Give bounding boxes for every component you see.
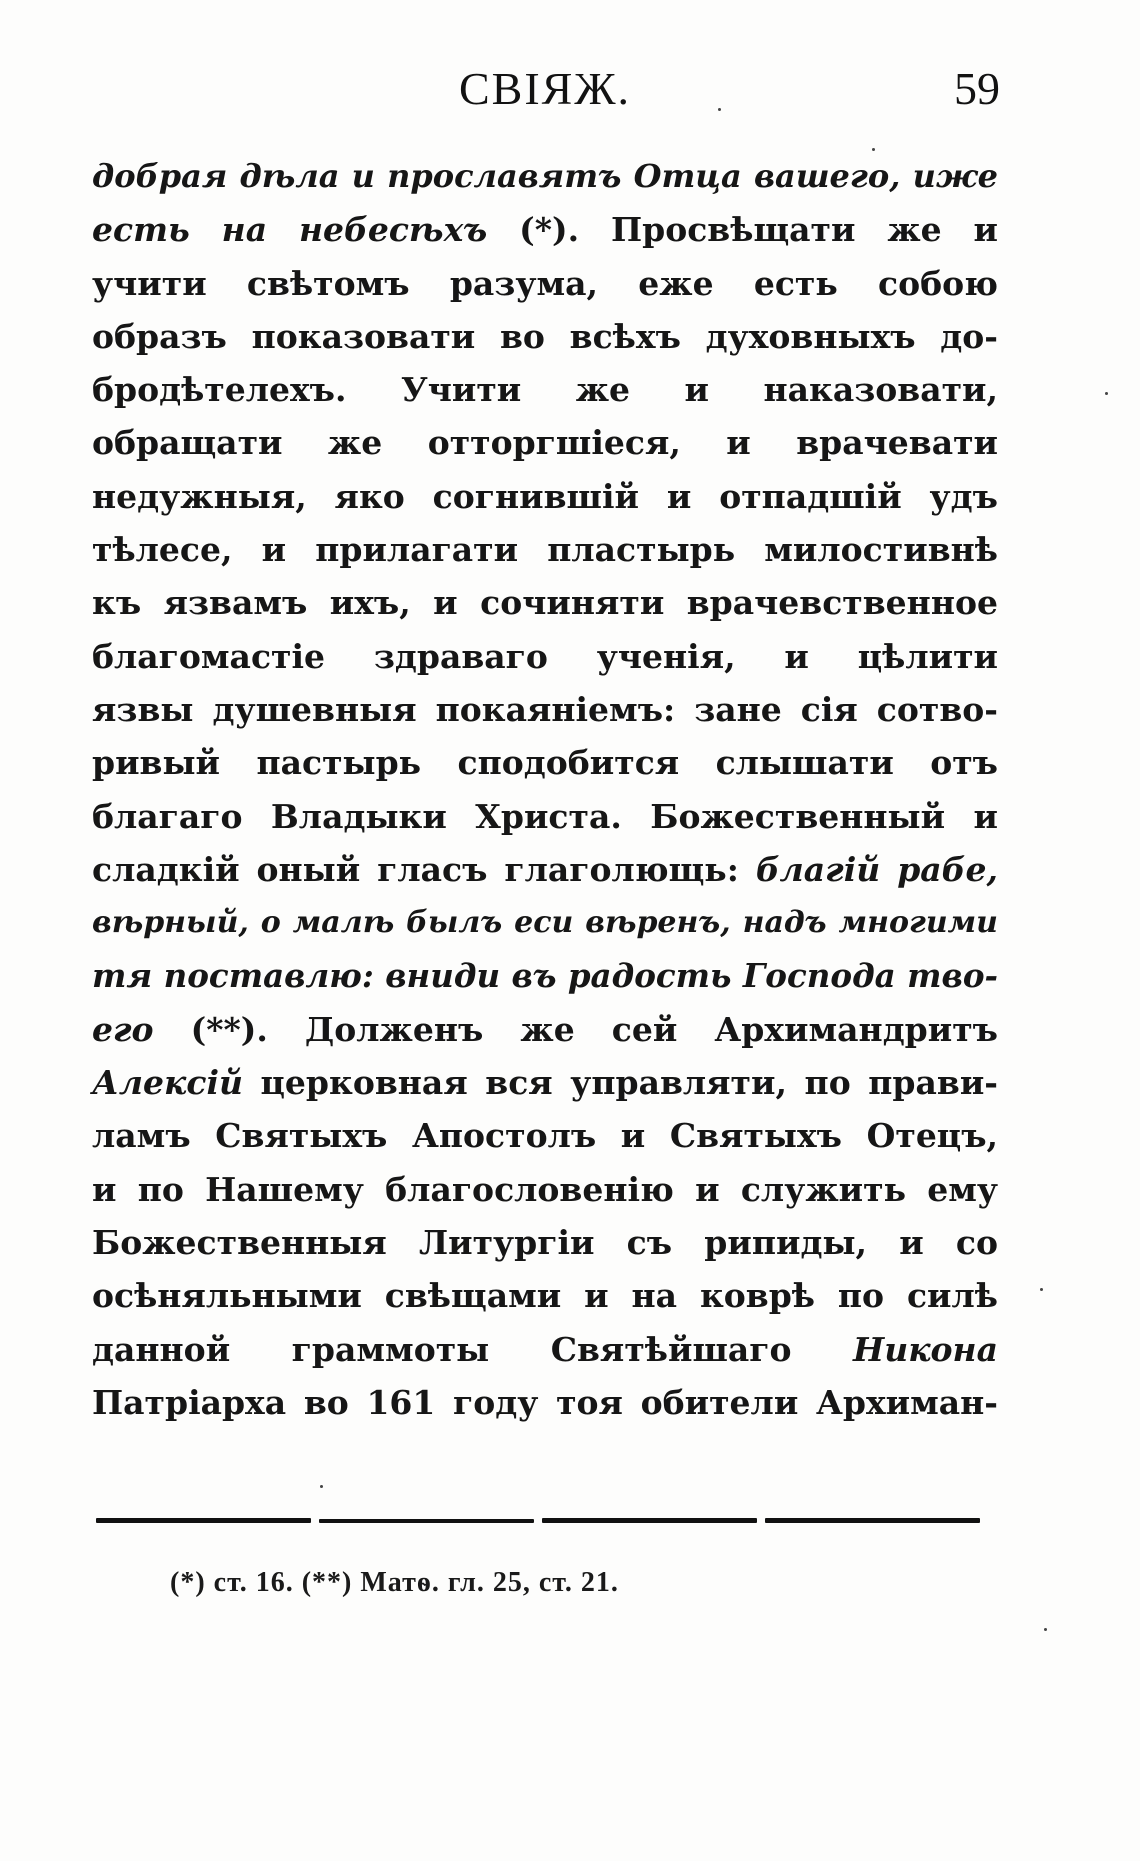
- text-line: [92, 843, 998, 896]
- print-speck: [872, 148, 875, 151]
- text-run: (**). Долженъ же сей Архимандритъ: [153, 1009, 998, 1049]
- text-line: [92, 683, 998, 736]
- print-speck: [1044, 1628, 1047, 1631]
- text-run: данной граммоты Святѣйшаго: [92, 1329, 854, 1369]
- text-line: [92, 949, 998, 1002]
- text-line: [92, 1163, 998, 1216]
- italic-text-run: Алексій: [92, 1063, 243, 1103]
- text-run: благаго Владыки Христа. Божественный и: [92, 796, 998, 836]
- text-line: [92, 363, 998, 416]
- text-line: [92, 257, 998, 310]
- text-run: Патріарха во 161 году тоя обители Архиман-: [92, 1382, 998, 1422]
- text-line: [92, 1109, 998, 1162]
- italic-text-run: благій рабе,: [755, 849, 998, 889]
- rule-segment: [765, 1518, 980, 1523]
- italic-text-run: Никона: [853, 1329, 998, 1369]
- text-run: благомастіе здраваго ученія, и цѣлити: [92, 636, 998, 676]
- print-speck: [1105, 392, 1108, 395]
- text-run: ривый пастырь сподобится слышати отъ: [92, 743, 998, 783]
- text-line: [92, 576, 998, 629]
- text-line: [92, 790, 998, 843]
- text-line: [92, 310, 998, 363]
- text-line: [92, 1216, 998, 1269]
- italic-text-run: есть на небесѣхъ: [92, 210, 488, 250]
- text-run: осѣняльными свѣщами и на коврѣ по силѣ: [92, 1276, 998, 1316]
- text-line: [92, 1056, 998, 1109]
- rule-segment: [542, 1518, 757, 1523]
- text-run: Божественныя Литургіи съ рипиды, и со: [92, 1222, 998, 1262]
- text-run: ламъ Святыхъ Апостолъ и Святыхъ Отецъ,: [92, 1116, 998, 1156]
- running-title: СВІЯЖ.: [458, 63, 632, 114]
- text-line: [92, 1323, 998, 1376]
- body-text: [92, 150, 998, 1429]
- text-run: сладкій оный гласъ глаголющь:: [92, 849, 756, 889]
- text-line: [92, 736, 998, 789]
- text-run: къ язвамъ ихъ, и сочиняти врачевственное: [92, 583, 998, 623]
- text-line: [92, 1269, 998, 1322]
- text-run: церковная вся управляти, по прави-: [242, 1063, 998, 1103]
- text-run: учити свѣтомъ разума, еже есть собою: [92, 263, 998, 303]
- text-line: [92, 470, 998, 523]
- print-speck: [1040, 1288, 1043, 1291]
- footnote: (*) ст. 16. (**) Матѳ. гл. 25, ст. 21.: [170, 1567, 619, 1598]
- text-line: [92, 203, 998, 256]
- italic-text-run: добрая дѣла и прославятъ Отца вашего, иже: [92, 157, 998, 195]
- rule-segment: [319, 1519, 534, 1523]
- text-run: недужныя, яко согнившій и отпадшій удъ: [92, 476, 998, 516]
- text-run: (*). Просвѣщати же и: [487, 210, 998, 250]
- rule-segment: [96, 1518, 311, 1523]
- text-run: тѣлесе, и прилагати пластырь милостивнѣ: [92, 530, 998, 570]
- text-line: [92, 150, 998, 203]
- print-speck: [320, 1485, 323, 1488]
- text-run: и по Нашему благословенію и служить ему: [92, 1169, 998, 1209]
- text-line: [92, 416, 998, 469]
- text-line: [92, 630, 998, 683]
- text-line: [92, 523, 998, 576]
- text-line: [92, 1003, 998, 1056]
- page-number: 59: [954, 63, 1000, 114]
- text-line: [92, 1376, 998, 1429]
- text-run: язвы душевныя покаяніемъ: зане сія сотво-: [92, 689, 998, 729]
- text-line: [92, 896, 998, 949]
- text-run: образъ показовати во всѣхъ духовныхъ до-: [92, 316, 998, 356]
- italic-text-run: его: [92, 1009, 154, 1049]
- text-run: обращати же отторгшіеся, и врачевати: [92, 423, 998, 463]
- print-speck: [718, 108, 721, 111]
- running-head: [90, 62, 1000, 122]
- italic-text-run: тя поставлю: вниди въ радость Господа тво-: [92, 956, 998, 996]
- italic-text-run: вѣрный, о малѣ былъ еси вѣренъ, надъ многими: [92, 905, 998, 941]
- text-run: бродѣтелехъ. Учити же и наказовати,: [92, 370, 998, 410]
- footnote-rule: [96, 1518, 980, 1524]
